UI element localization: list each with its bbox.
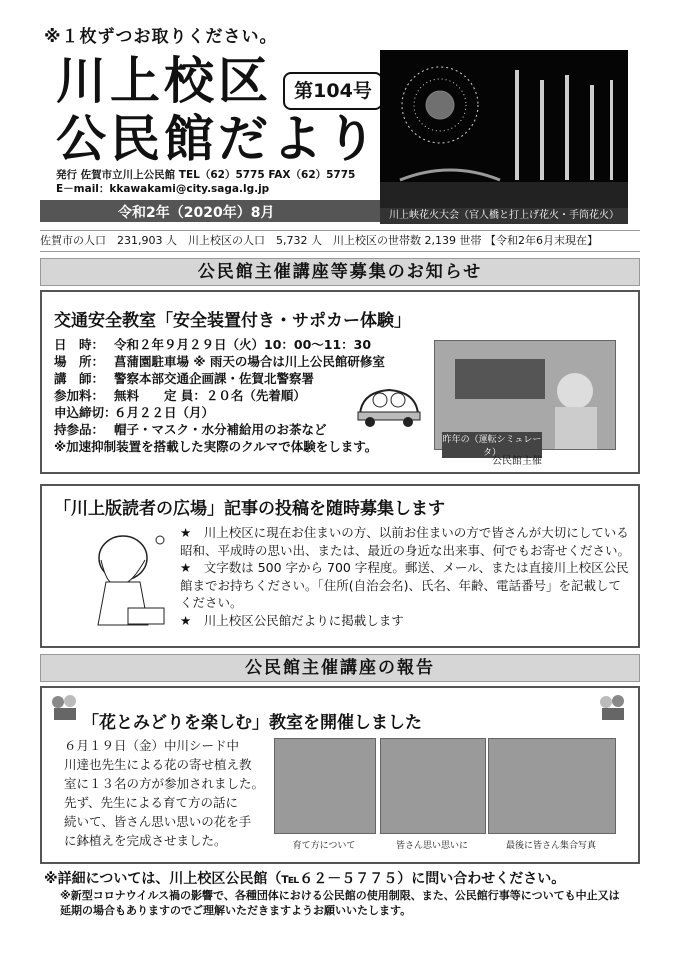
experience-note: ※加速抑制装置を搭載した実際のクルマで体験をします。 [54, 439, 378, 454]
take-one-note: ※１枚ずつお取りください。 [44, 27, 278, 47]
detail-key: 申込締切： [54, 405, 117, 420]
population-stats: 佐賀市の人口 231,903 人 川上校区の人口 5,732 人 川上校区の世帯数 2,139 世帯 【令和2年6月末現在】 [40, 230, 640, 252]
detail-key: 日 時： [54, 337, 105, 352]
flower-class-box [40, 686, 640, 864]
report-line: ６月１９日（金）中川シード中 [64, 738, 240, 753]
detail-value: ６月２２日（月） [114, 405, 215, 420]
detail-value: 令和２年９月２９日（火）10：00～11：30 [114, 337, 372, 352]
traffic-event-title: 交通安全教室「安全装置付き・サポカー体験」 [54, 311, 411, 331]
report-line: 先ず、先生による育て方の話に [64, 795, 239, 810]
organizer-label: 公民館主催 [492, 456, 542, 467]
fireworks-caption: 川上峡花火大会（官人橋と打上げ花火・手筒花火） [380, 208, 628, 224]
detail-key: 参加料： [54, 388, 105, 403]
caption-group: 最後に皆さん集合写真 [505, 841, 596, 851]
event-details [54, 336, 385, 455]
guideline-text: 川上校区公民館だよりに掲載します [203, 612, 404, 628]
report-line: 川達也先生による花の寄せ植え教 [64, 757, 252, 772]
detail-row [54, 387, 385, 404]
class-photo-planting [380, 738, 486, 834]
detail-key: 持参品： [54, 422, 105, 437]
detail-row [54, 421, 385, 438]
fireworks-photo [380, 50, 628, 224]
guideline-text: 川上校区に現在お住まいの方、以前お住まいの方で皆さんが大切にしている昭和、平成時の思い出、または、最近の身近な出来事、何でもお寄せください。 [180, 525, 631, 558]
covid-note: ※新型コロナウイルス禍の影響で、各種団体における公民館の使用制限、また、公民館行事等についても中止又は延期の場合もありますのでご理解いただきますようお願いいたします。 [60, 889, 620, 917]
detail-row [54, 404, 385, 421]
issue-number-badge: 第104号 [283, 72, 383, 110]
newsletter-title [56, 52, 380, 168]
report-line: 室に１３名の方が参加されました。 [64, 776, 265, 791]
detail-key: 場 所： [54, 354, 105, 369]
car-illustration-icon [354, 374, 424, 430]
title-line-1: 川上校区 [56, 52, 272, 110]
flower-pot-left-icon [48, 692, 82, 726]
contact-note: ※詳細については、川上校区公民館（℡６２－５７７５）に問い合わせください。 [44, 871, 566, 887]
class-photo-lecture [274, 738, 376, 834]
guideline-item: ★ 川上校区公民館だよりに掲載します [180, 612, 404, 628]
guideline-text: 文字数は 500 字から 700 字程度。郵送、メール、または直接川上校区公民館までお持ちください。「住所(自治会名)、氏名、年齢、電話番号」を記載してください。 [180, 560, 629, 610]
detail-value: 菖蒲園駐車場 ※ 雨天の場合は川上公民館研修室 [114, 354, 385, 369]
report-line: 続いて、皆さん思い思いの花を手 [64, 814, 252, 829]
reader-forum-box [40, 484, 640, 648]
detail-row [54, 370, 385, 387]
date-band [40, 200, 380, 222]
detail-value: 帽子・マスク・水分補給用のお茶など [114, 422, 327, 437]
writing-woman-illustration-icon [68, 530, 178, 630]
detail-value: 無料 定 員：２０名（先着順） [114, 388, 306, 403]
publisher-info [56, 168, 355, 196]
flower-class-title: 「花とみどりを楽しむ」教室を開催しました [82, 713, 422, 733]
detail-value: 警察本部交通企画課・佐賀北警察署 [114, 371, 315, 386]
flower-class-report [64, 736, 274, 850]
email-line: E－mail：kkawakami@city.saga.lg.jp [56, 183, 270, 195]
title-line-2: 公民館だより [56, 110, 380, 168]
reader-forum-heading: 「川上版読者の広場」記事の投稿を随時募集します [54, 499, 445, 519]
issue-date: 令和2年（2020年）8月 [118, 205, 275, 221]
simulator-caption: 昨年の（運転シミュレータ） [442, 432, 542, 458]
traffic-safety-box [40, 290, 640, 474]
submission-guidelines [180, 524, 630, 629]
flower-pot-right-icon [596, 692, 630, 726]
publisher-line: 発行 佐賀市立川上公民館 TEL（62）5775 FAX（62）5775 [56, 169, 356, 181]
fireworks-image [380, 50, 628, 208]
detail-key: 講 師： [54, 371, 105, 386]
report-line: に鉢植えを完成させました。 [64, 833, 227, 848]
detail-row [54, 353, 385, 370]
detail-row [54, 336, 385, 353]
class-photo-group [488, 738, 616, 834]
section-recruit-heading: 公民館主催講座等募集のお知らせ [40, 258, 640, 286]
caption-planting: 皆さん思い思いに [395, 841, 468, 851]
guideline-item: ★ 川上校区に現在お住まいの方、以前お住まいの方で皆さんが大切にしている昭和、平成時の思い出、または、最近の身近な出来事、何でもお寄せください。 [180, 525, 631, 558]
section-report-heading: 公民館主催講座の報告 [40, 654, 640, 682]
caption-lecture: 育て方について [292, 841, 356, 851]
guideline-item: ★ 文字数は 500 字から 700 字程度。郵送、メール、または直接川上校区公民館までお持ちください。「住所(自治会名)、氏名、年齢、電話番号」を記載してください。 [180, 560, 629, 610]
